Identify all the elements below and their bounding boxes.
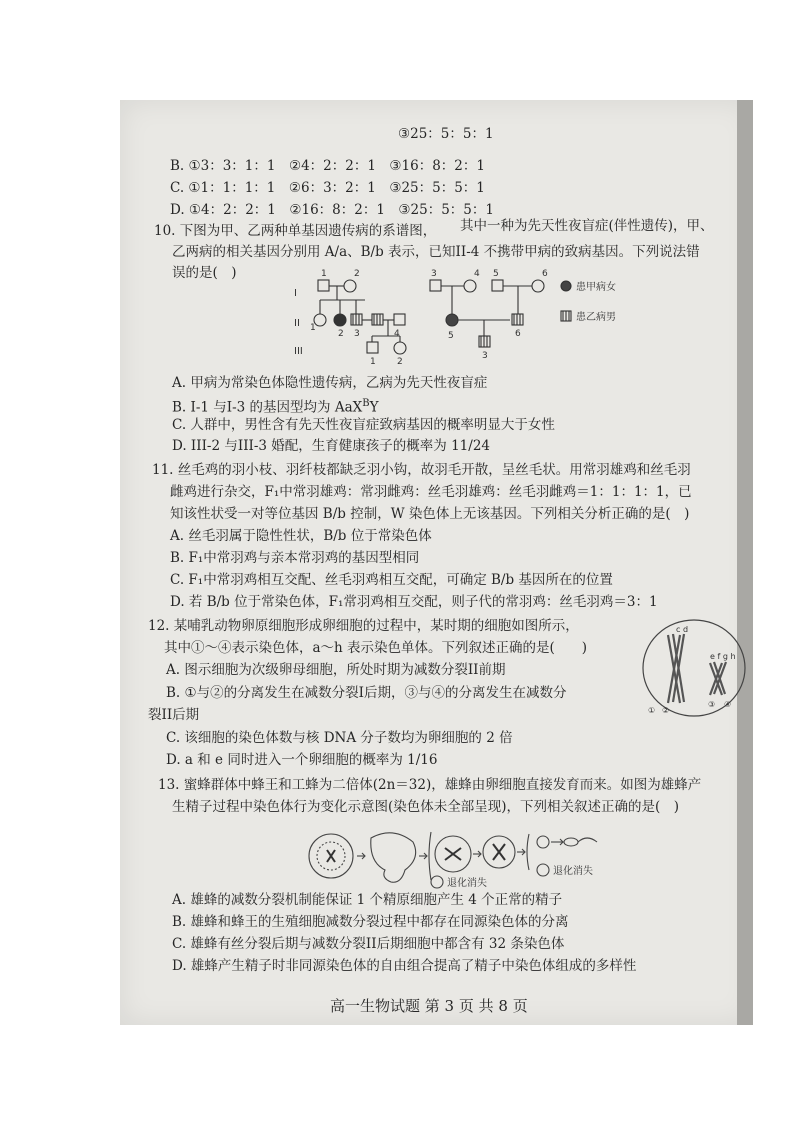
q12-option-a: A. 图示细胞为次级卵母细胞，所处时期为减数分裂II前期: [166, 662, 506, 678]
q12-stem-line1: 12. 某哺乳动物卵原细胞形成卵细胞的过程中，某时期的细胞如图所示，: [148, 618, 579, 634]
fig12-label-1: ①: [648, 706, 656, 715]
q13-option-b: B. 雄蜂和蜂王的生殖细胞减数分裂过程中都存在同源染色体的分离: [172, 914, 569, 930]
q12-option-d: D. a 和 e 同时进入一个卵细胞的概率为 1/16: [166, 752, 438, 768]
svg-text:2: 2: [397, 357, 403, 367]
svg-text:3: 3: [482, 351, 488, 361]
q13-stem-line2: 生精子过程中染色体行为变化示意图(染色体未全部呈现)，下列相关叙述正确的是( ): [172, 799, 680, 815]
q9-line0: ③25：5：5：1: [398, 126, 494, 142]
fig13-note-2: 退化消失: [553, 866, 593, 877]
svg-text:1: 1: [310, 323, 316, 333]
meiosis-process-figure: [305, 828, 615, 890]
fig12-label-4: ④: [724, 700, 732, 709]
q9-option-b: B. ①3：3：1：1 ②4：2：2：1 ③16：8：2：1: [170, 158, 485, 174]
svg-text:1: 1: [370, 357, 376, 367]
page-edge-shadow: [737, 100, 753, 1025]
svg-text:4: 4: [394, 329, 400, 339]
q9-option-d: D. ①4：2：2：1 ②16：8：2：1 ③25：5：5：1: [170, 202, 494, 218]
legend-a-label: 患甲病女: [576, 282, 616, 293]
q11-stem-line1: 11. 丝毛鸡的羽小枝、羽纤枝都缺乏羽小钩，故羽毛开散，呈丝毛状。用常羽雄鸡和丝毛羽: [152, 462, 691, 478]
svg-text:5: 5: [448, 331, 454, 341]
svg-text:c d: c d: [676, 625, 689, 634]
q12-stem-line2: 其中①～④表示染色体，a～h 表示染色单体。下列叙述正确的是( ): [164, 640, 588, 656]
exam-page: [120, 100, 753, 1025]
cell-diagram: [640, 615, 748, 721]
q10-option-c: C. 人群中，男性含有先天性夜盲症致病基因的概率明显大于女性: [172, 417, 555, 433]
page-footer: 高一生物试题 第 3 页 共 8 页: [330, 997, 528, 1015]
q10-stem-line2: 乙两病的相关基因分别用 A/a、B/b 表示，已知II-4 不携带甲病的致病基因。下列说法错: [172, 244, 700, 260]
q10-option-d: D. III-2 与III-3 婚配，生育健康孩子的概率为 11/24: [172, 438, 491, 454]
q12-option-b-line2: 裂II后期: [148, 707, 200, 723]
q11-option-c: C. F₁中常羽鸡相互交配、丝毛羽鸡相互交配，可确定 B/b 基因所在的位置: [170, 572, 613, 588]
q13-option-a: A. 雄蜂的减数分裂机制能保证 1 个精原细胞产生 4 个正常的精子: [172, 892, 563, 908]
q11-option-b: B. F₁中常羽鸡与亲本常羽鸡的基因型相同: [170, 550, 420, 566]
q11-option-d: D. 若 B/b 位于常染色体，F₁常羽鸡相互交配，则子代的常羽鸡：丝毛羽鸡＝3：1: [170, 594, 658, 610]
q10-stem-line3: 误的是( ): [172, 265, 237, 281]
svg-text:3: 3: [431, 269, 437, 279]
q11-stem-line2: 雌鸡进行杂交，F₁中常羽雄鸡：常羽雌鸡：丝毛羽雄鸡：丝毛羽雌鸡＝1：1：1：1，已: [170, 484, 692, 500]
q13-stem-line1: 13. 蜜蜂群体中蜂王和工蜂为二倍体(2n＝32)，雄蜂由卵细胞直接发育而来。如图为雄蜂产: [158, 777, 702, 793]
gen-label-3: III: [294, 346, 303, 357]
q12-option-b-line1: B. ①与②的分离发生在减数分裂I后期，③与④的分离发生在减数分: [166, 685, 567, 701]
svg-text:6: 6: [515, 329, 521, 339]
q13-option-d: D. 雄蜂产生精子时非同源染色体的自由组合提高了精子中染色体组成的多样性: [172, 958, 637, 974]
svg-text:1: 1: [321, 269, 327, 279]
fig13-note-1: 退化消失: [447, 878, 487, 889]
q12-option-c: C. 该细胞的染色体数与核 DNA 分子数均为卵细胞的 2 倍: [166, 730, 513, 746]
legend-b-label: 患乙病男: [576, 312, 616, 323]
svg-text:3: 3: [354, 329, 360, 339]
svg-text:2: 2: [354, 269, 360, 279]
svg-text:5: 5: [493, 269, 499, 279]
pedigree-chart: [290, 256, 650, 368]
q10-option-b: B. I-1 与I-3 的基因型均为 AaX$^B$Y: [172, 398, 379, 416]
gen-label-2: II: [294, 318, 300, 329]
q11-stem-line3: 知该性状受一对等位基因 B/b 控制，W 染色体上无该基因。下列相关分析正确的是( ): [170, 506, 690, 522]
q11-option-a: A. 丝毛羽属于隐性性状，B/b 位于常染色体: [170, 528, 432, 544]
q9-option-c: C. ①1：1：1：1 ②6：3：2：1 ③25：5：5：1: [170, 180, 485, 196]
svg-text:e f g h: e f g h: [710, 652, 736, 661]
svg-text:2: 2: [338, 329, 344, 339]
svg-text:6: 6: [542, 269, 548, 279]
q13-option-c: C. 雄蜂有丝分裂后期与减数分裂II后期细胞中都含有 32 条染色体: [172, 936, 565, 952]
svg-text:4: 4: [474, 269, 480, 279]
q10-stem-line1: 10. 下图为甲、乙两种单基因遗传病的系谱图，: [154, 223, 437, 239]
q10-option-a: A. 甲病为常染色体隐性遗传病，乙病为先天性夜盲症: [172, 375, 488, 391]
fig12-label-2: ②: [662, 706, 670, 715]
gen-label-1: I: [294, 288, 297, 299]
fig12-label-3: ③: [708, 700, 716, 709]
q10-stem-line1b: 其中一种为先天性夜盲症(伴性遗传)，甲、: [460, 218, 714, 234]
